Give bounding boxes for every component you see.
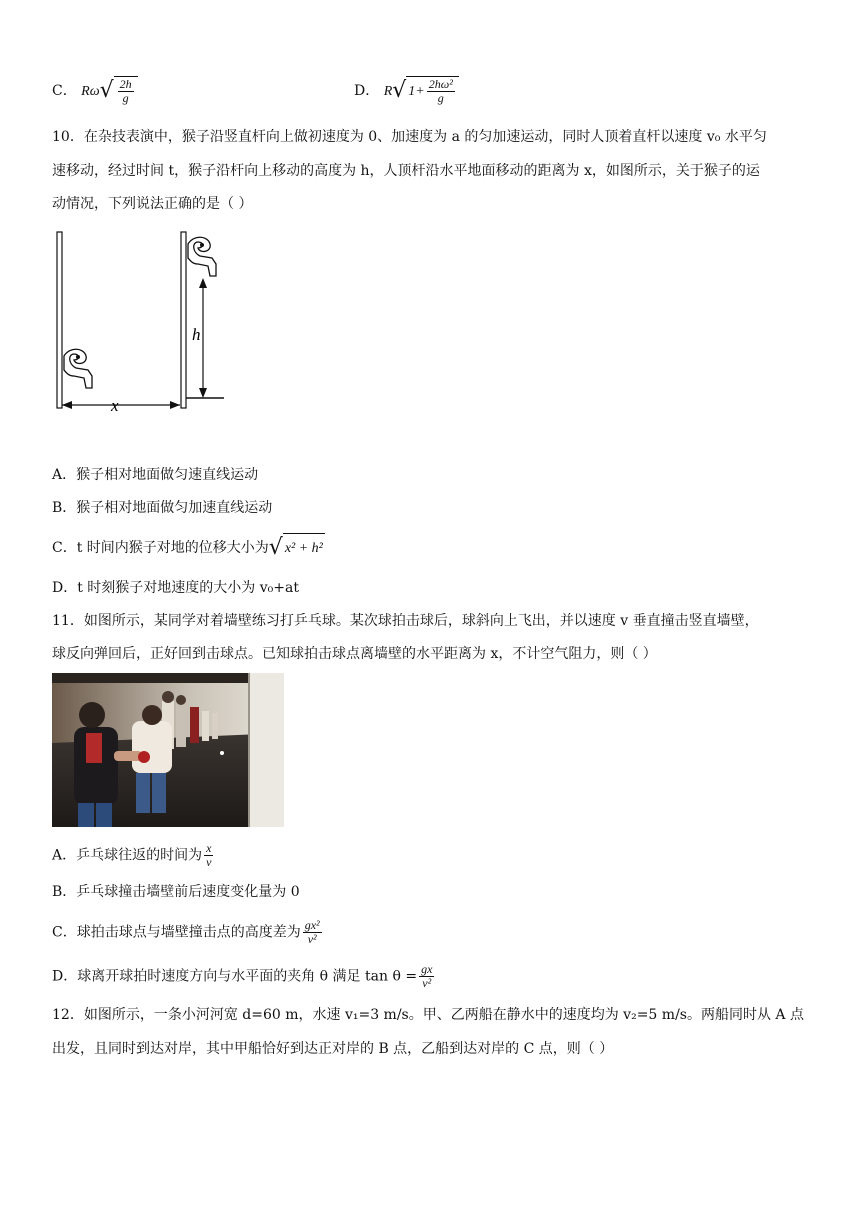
q12-stem-line-2: 出发，且同时到达对岸，其中甲船恰好到达正对岸的 B 点，乙船到达对岸的 C 点，则（ ）: [52, 1041, 614, 1057]
q9-option-d-label: D．: [354, 83, 380, 99]
q11-option-c: C．球拍击球点与墙壁撞击点的高度差为 $\frac{\text{gx²}}{\text{v²}}$: [52, 918, 320, 946]
q9-option-d: D． R √ 1+ $\frac{\text{2hω²}}{g}$: [354, 76, 459, 106]
left-monkey-icon: [64, 349, 92, 388]
q10-option-c: C．t 时间内猴子对地的位移大小为 √ x² + h²: [52, 533, 325, 563]
q9-option-c: C． Rω √ $\frac{2h}{g}$: [52, 76, 138, 106]
right-monkey-icon: [188, 237, 216, 276]
q12-stem-line-1: 12．如图所示，一条小河河宽 d=60 m，水速 v₁=3 m/s。甲、乙两船在静水中的速度均为 v₂=5 m/s。两船同时从 A 点: [52, 1007, 804, 1023]
q10-option-c-sqrt: √ x² + h²: [269, 533, 325, 563]
q10-option-a: A．猴子相对地面做匀速直线运动: [52, 467, 259, 483]
table-tennis-photo: [52, 673, 284, 827]
q10-option-b: B．猴子相对地面做匀加速直线运动: [52, 500, 273, 516]
monkey-pole-figure: [52, 228, 252, 420]
q10-stem-line-1: 10．在杂技表演中，猴子沿竖直杆向上做初速度为 0、加速度为 a 的匀加速运动，同时人顶着直杆以速度 v₀ 水平匀: [52, 129, 767, 145]
q11-option-b: B．乒乓球撞击墙壁前后速度变化量为 0: [52, 884, 300, 900]
q10-stem-line-3: 动情况，下列说法正确的是（ ）: [52, 196, 253, 212]
q9-option-c-label: C．: [52, 83, 77, 99]
q11-stem-line-1: 11．如图所示，某同学对着墙壁练习打乒乓球。某次球拍击球后，球斜向上飞出，并以速度 v 垂直撞击竖直墙壁，: [52, 613, 759, 629]
label-h: h: [192, 325, 201, 344]
q11-option-a: A．乒乓球往返的时间为 $\frac{x}{v}$: [52, 841, 212, 869]
q10-stem-line-2: 速移动，经过时间 t，猴子沿杆向上移动的高度为 h，人顶杆沿水平地面移动的距离为 x，如图所示，关于猴子的运: [52, 163, 760, 179]
q9-option-c-sqrt: √ $\frac{2h}{g}$: [100, 76, 138, 106]
label-x: x: [111, 396, 119, 415]
left-pole: [57, 232, 62, 408]
q11-stem-line-2: 球反向弹回后，正好回到击球点。已知球拍击球点离墙壁的水平距离为 x，不计空气阻力，则（ ）: [52, 646, 657, 662]
q10-option-d: D．t 时刻猴子对地速度的大小为 v₀+at: [52, 580, 299, 596]
right-pole: [181, 232, 186, 408]
q11-option-d: D．球离开球拍时速度方向与水平面的夹角 θ 满足 tan θ = $\frac{gx}{\text{v²}}$: [52, 962, 433, 990]
q9-option-d-sqrt: √ 1+ $\frac{\text{2hω²}}{g}$: [392, 76, 459, 106]
